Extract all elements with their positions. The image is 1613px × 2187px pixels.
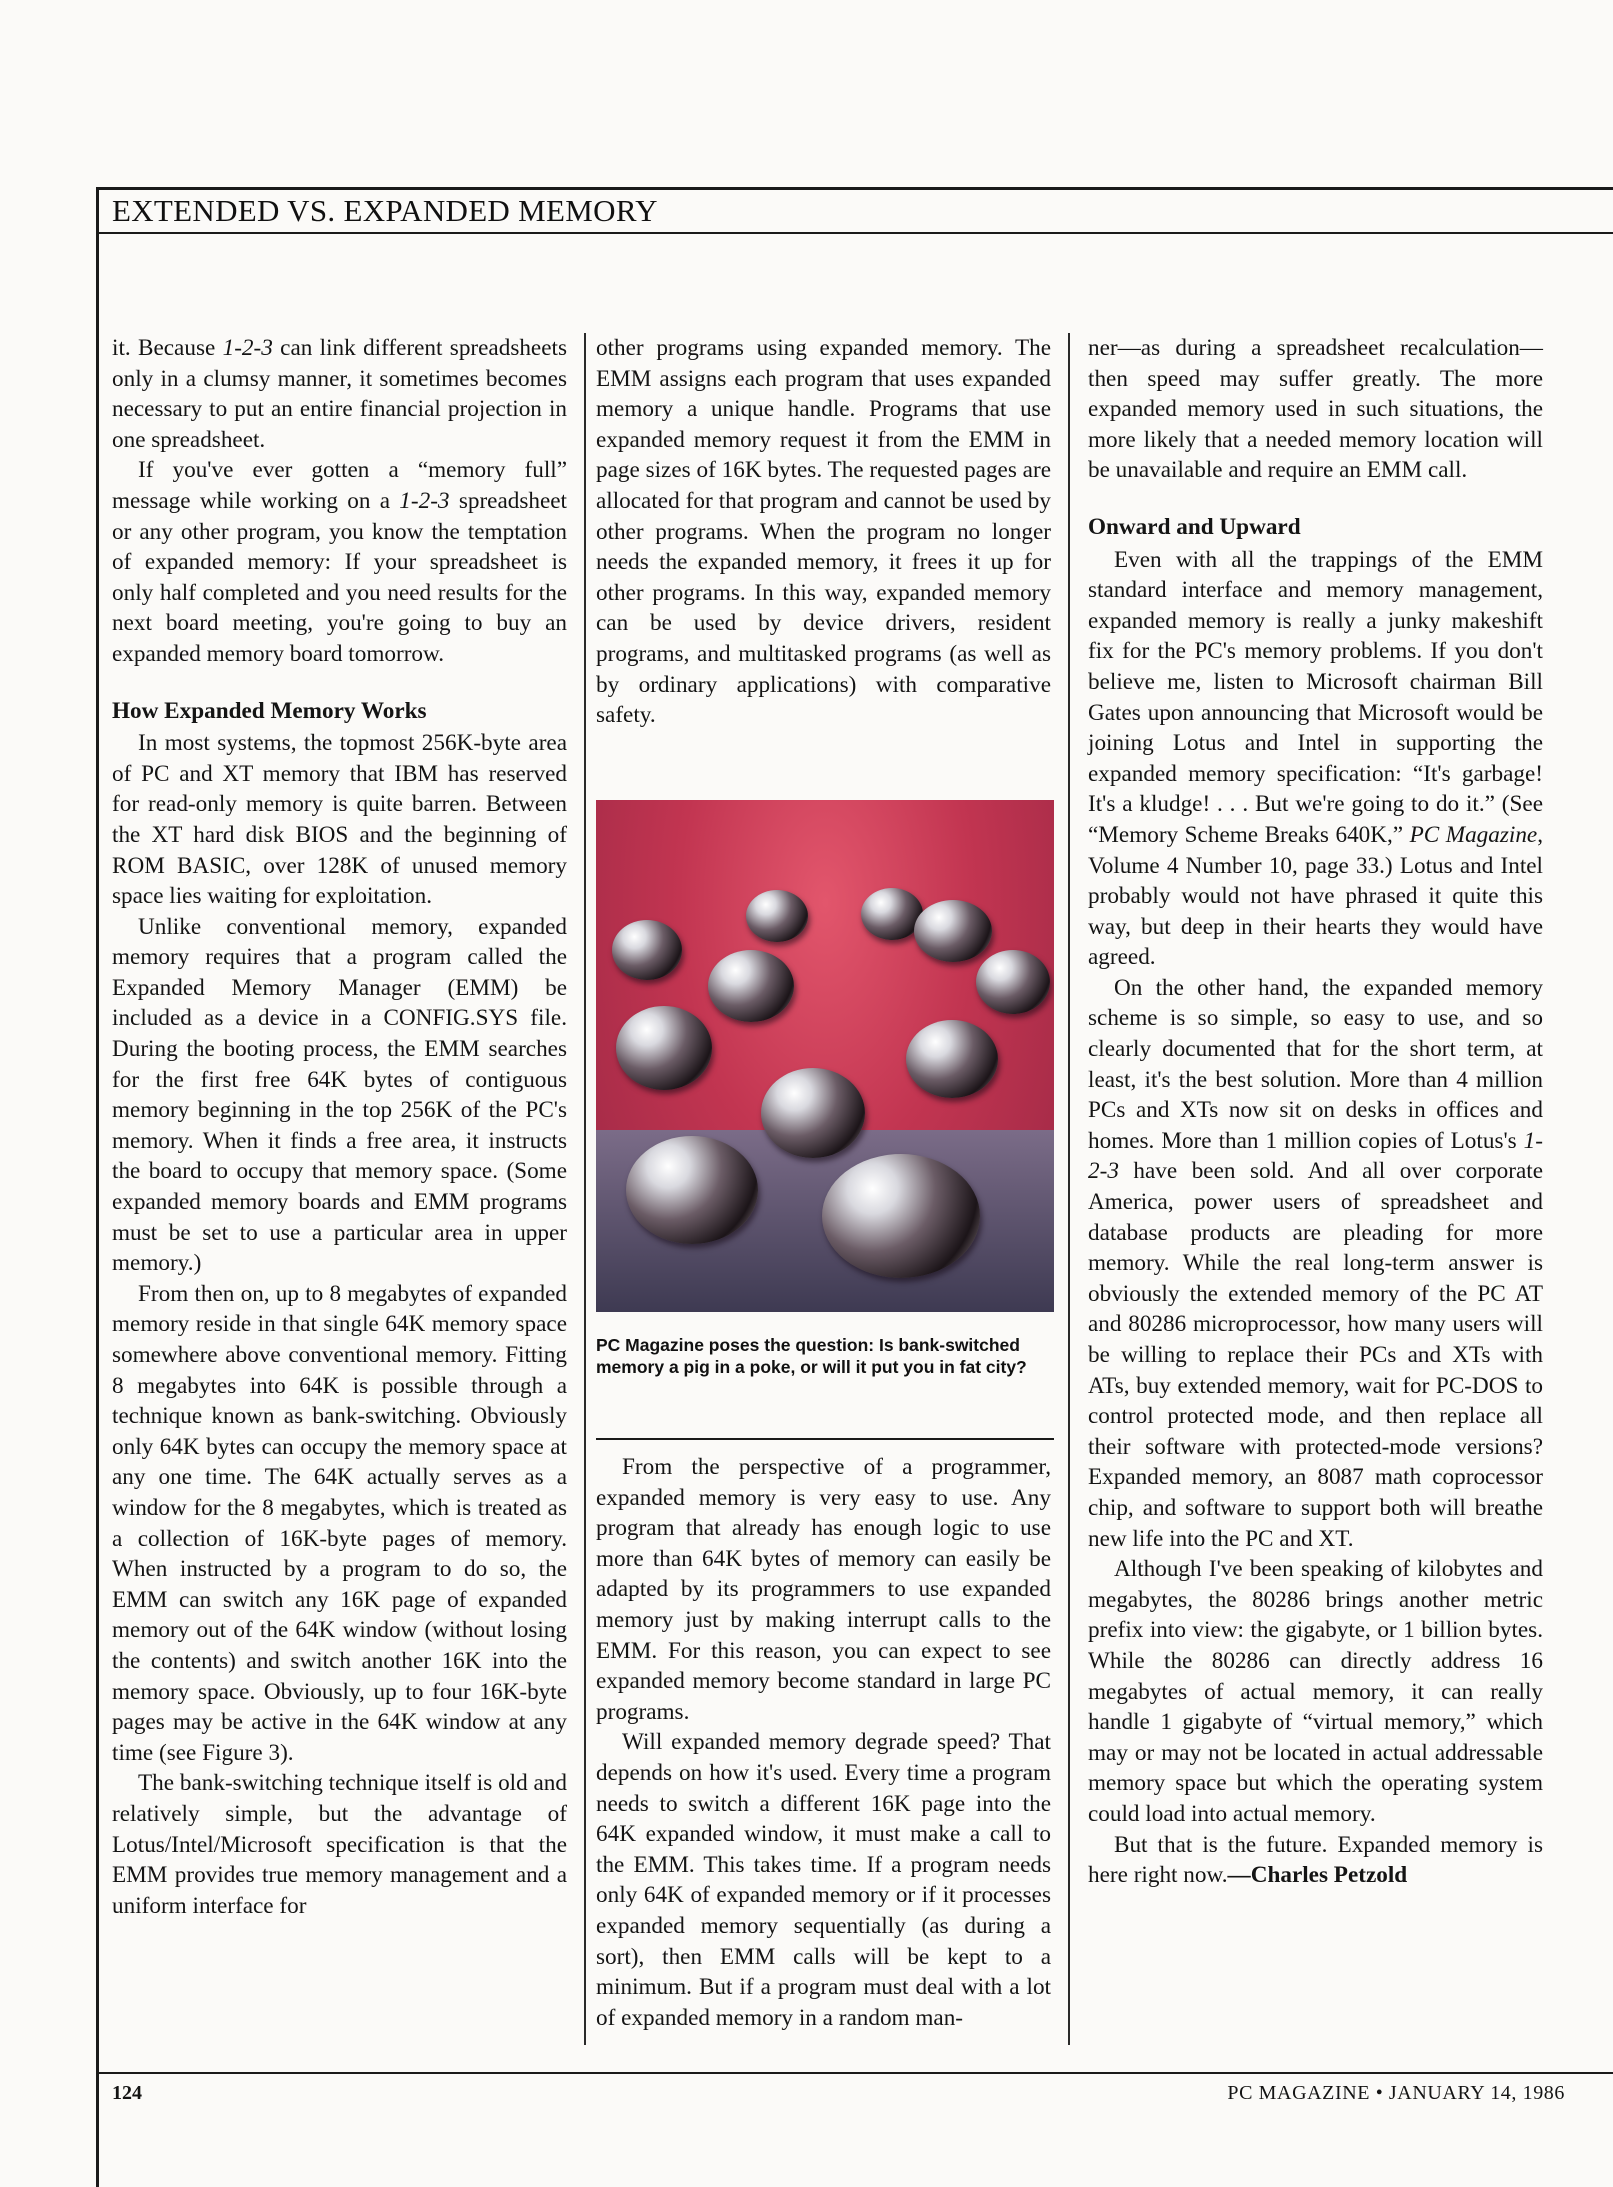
header-rule-lower (96, 232, 1613, 234)
footer-rule (96, 2072, 1613, 2074)
section-title: EXTENDED VS. EXPANDED MEMORY (112, 193, 658, 228)
paragraph: From the perspective of a programmer, expanded memory is very easy to use. Any program that already has enough logic to use more than 64K bytes of memory can easily be adapted by its programmers to use expanded memory just by making interrupt calls to the EMM. For this reason, you can expect to see expanded memory become standard in large PC programs. (596, 1454, 1051, 1725)
chrome-pig-image (616, 1006, 712, 1090)
subheading: Onward and Upward (1088, 513, 1301, 540)
paragraph: Unlike conventional memory, expanded memory requires that a program called the Expanded Memory Manager (EMM) be included as a device in a CONFIG.SYS file. During the booting process, the EMM searches for the first free 64K bytes of contiguous memory beginning in the top 256K of the PC's memory. When it finds a free area, it instructs the board to occupy that memory space. (Some expanded memory boards and EMM programs must be set to use a particular area in upper memory.) (112, 913, 567, 1277)
article-column-2-lower (596, 1452, 1051, 2033)
chrome-pig-image (822, 1154, 980, 1278)
photo-caption: PC Magazine poses the question: Is bank-switched memory a pig in a poke, or will it put you in fat city? (596, 1335, 1027, 1377)
chrome-pig-image (906, 1020, 998, 1098)
article-column-3 (1088, 333, 1543, 1891)
column-divider (1068, 333, 1070, 2045)
chrome-pig-image (612, 920, 682, 980)
paragraph: ner—as during a spreadsheet recalculation—then speed may suffer greatly. The more expanded memory used in such situations, the more likely that a needed memory location will be unavailable and require an EMM call. (1088, 335, 1543, 484)
page-border-left (96, 187, 99, 2187)
paragraph: On the other hand, the expanded memory scheme is so simple, so easy to use, and so clearly documented that for the short term, at least, it's the best solution. More than 4 million PCs and XTs now sit on desks in offices and homes. More than 1 million copies of Lotus's 1-2-3 have been sold. And all over corporate America, power users of spreadsheet and database products are pleading for more memory. While the real long-term answer is obviously the extended memory of the PC AT and 80286 microprocessor, how many users will be willing to replace their PCs and XTs with ATs, buy extended memory, wait for PC-DOS to control protected mode, and then replace all their software with protected-mode versions? Expanded memory, an 8087 math coprocessor chip, and software to support both will breathe new life into the PC and XT. (1088, 974, 1543, 1552)
paragraph: it. Because 1-2-3 can link different spreadsheets only in a clumsy manner, it sometimes becomes necessary to put an entire financial projection in one spreadsheet. (112, 335, 567, 453)
pigs-photo (596, 800, 1054, 1312)
column-divider (584, 333, 586, 2045)
byline: —Charles Petzold (1227, 1862, 1408, 1889)
chrome-pig-image (914, 900, 992, 962)
chrome-pig-image (708, 950, 794, 1022)
publication-masthead: PC MAGAZINE • JANUARY 14, 1986 (1227, 2082, 1565, 2104)
page-number: 124 (112, 2082, 142, 2104)
paragraph: Even with all the trappings of the EMM standard interface and memory management, expanded memory is really a junky makeshift fix for the PC's memory problems. If you don't believe me, listen to Microsoft chairman Bill Gates upon announcing that Microsoft would be joining Lotus and Intel in supporting the expanded memory specification: “It's garbage! It's a kludge! . . . But we're going to do it.” (See “Memory Scheme Breaks 640K,” PC Magazine, Volume 4 Number 10, page 33.) Lotus and Intel probably would not have phrased it quite this way, but deep in their hearts they would have agreed. (1088, 546, 1543, 971)
chrome-pig-image (976, 950, 1050, 1014)
paragraph: But that is the future. Expanded memory is here right now.—Charles Petzold (1088, 1831, 1543, 1889)
chrome-pig-image (761, 1068, 865, 1158)
article-column-1 (112, 333, 567, 1921)
paragraph: The bank-switching technique itself is old and relatively simple, but the advantage of Lotus/Intel/Microsoft specification is that the EMM provides true memory management and a uniform interface for (112, 1770, 567, 1919)
caption-rule (596, 1438, 1054, 1440)
paragraph: Will expanded memory degrade speed? That depends on how it's used. Every time a program needs to switch a different 16K page into the 64K expanded window, it must make a call to the EMM. This takes time. If a program needs only 64K of expanded memory or if it processes expanded memory sequentially (as during a sort), then EMM calls will be kept to a minimum. But if a program must deal with a lot of expanded memory in a random man- (596, 1729, 1051, 2031)
paragraph: If you've ever gotten a “memory full” message while working on a 1-2-3 spreadsheet or any other program, you know the temptation of expanded memory: If your spreadsheet is only half completed and you need results for the next board meeting, you're going to buy an expanded memory board tomorrow. (112, 457, 567, 667)
paragraph: From then on, up to 8 megabytes of expanded memory reside in that single 64K memory space somewhere above conventional memory. Fitting 8 megabytes into 64K is possible through a technique known as bank-switching. Obviously only 64K bytes can occupy the memory space at any one time. The 64K actually serves as a window for the 8 megabytes, which is treated as a collection of 16K-byte pages of memory. When instructed by a program to do so, the EMM can switch any 16K page of expanded memory out of the 64K window (without losing the contents) and switch another 16K into the memory space. Obviously, up to four 16K-byte pages may be active in the 64K window at any time (see Figure 3). (112, 1280, 567, 1766)
paragraph: In most systems, the topmost 256K-byte area of PC and XT memory that IBM has reserved for read-only memory is quite barren. Between the XT hard disk BIOS and the beginning of ROM BASIC, over 128K of unused memory space lies waiting for exploitation. (112, 730, 567, 910)
chrome-pig-image (746, 890, 808, 942)
paragraph: Although I've been speaking of kilobytes and megabytes, the 80286 brings another metric prefix into view: the gigabyte, or 1 billion bytes. While the 80286 can directly address 16 megabytes of actual memory, it can really handle 1 gigabyte of “virtual memory,” which may or may not be located in actual addressable memory space but which the operating system could load into actual memory. (1088, 1556, 1543, 1827)
paragraph: other programs using expanded memory. The EMM assigns each program that uses expanded memory a unique handle. Programs that use expanded memory request it from the EMM in page sizes of 16K bytes. The requested pages are allocated for that program and cannot be used by other programs. When the program no longer needs the expanded memory, it frees it up for other programs. In this way, expanded memory can be used by device drivers, resident programs, and multitasked programs (as well as by ordinary applications) with comparative safety. (596, 335, 1051, 729)
chrome-pig-image (626, 1136, 758, 1244)
article-column-2 (596, 333, 1051, 731)
subheading: How Expanded Memory Works (112, 697, 427, 724)
